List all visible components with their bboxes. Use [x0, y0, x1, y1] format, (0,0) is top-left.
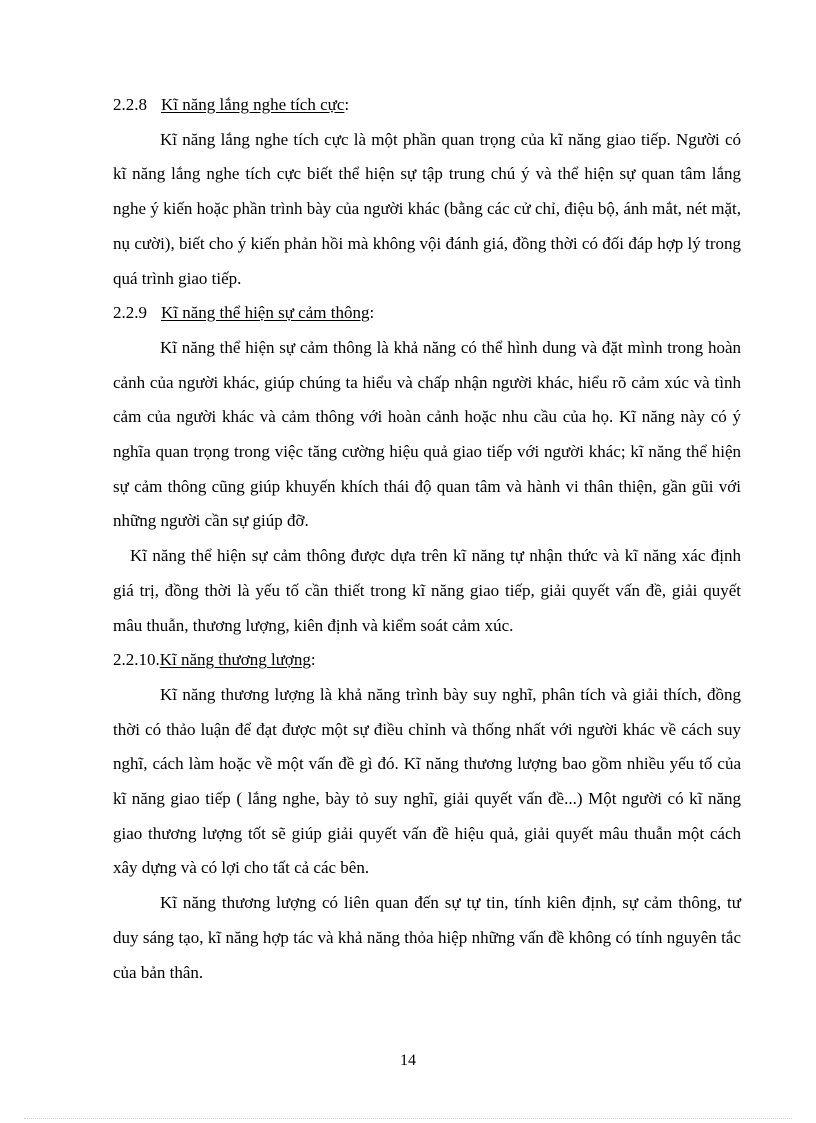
section-title-suffix: : — [369, 303, 375, 323]
section-title: Kĩ năng thể hiện sự cảm thông — [161, 303, 370, 323]
page-number: 14 — [400, 1052, 416, 1069]
paragraph-negotiation: Kĩ năng thương lượng là khả năng trình bày suy nghĩ, phân tích và giải thích, đồng thời có thảo luận để đạt được một sự điều chỉnh và thống nhất với người khác về cách suy nghĩ, cách làm hoặc về một vấn đề gì đó. Kĩ năng thương lượng bao gồm nhiều yếu tố của kĩ năng giao tiếp ( lắng nghe, bày tỏ suy nghĩ, giải quyết vấn đề...) Một người có kĩ năng giao thương lượng tốt sẽ giúp giải quyết vấn đề hiệu quả, giải quyết mâu thuẫn một cách xây dựng và có lợi cho tất cả các bên. — [113, 684, 741, 878]
section-number: 2.2.9 — [113, 303, 147, 323]
section-heading-2-2-8 — [113, 88, 741, 123]
paragraph-active-listening: Kĩ năng lắng nghe tích cực là một phần quan trọng của kĩ năng giao tiếp. Người có kĩ năng lắng nghe tích cực biết thể hiện sự tập trung chú ý và thể hiện sự quan tâm lắng nghe ý kiến hoặc phần trình bày của người khác (bằng các cử chỉ, điệu bộ, ánh mắt, nét mặt, nụ cười), biết cho ý kiến phản hồi mà không vội đánh giá, đồng thời có đối đáp hợp lý trong quá trình giao tiếp. — [113, 129, 741, 288]
paragraph-empathy: Kĩ năng thể hiện sự cảm thông là khả năng có thể hình dung và đặt mình trong hoàn cảnh của người khác, giúp chúng ta hiểu và chấp nhận người khác, hiểu rõ cảm xúc và tình cảm của người khác và cảm thông với hoàn cảnh hoặc nhu cầu của họ. Kĩ năng này có ý nghĩa quan trọng trong việc tăng cường hiệu quả giao tiếp với người khác; kĩ năng thể hiện sự cảm thông cũng giúp khuyến khích thái độ quan tâm và hành vi thân thiện, gần gũi với những người cần sự giúp đỡ. — [113, 337, 741, 531]
section-title-suffix: : — [310, 650, 316, 670]
page-bottom-divider — [24, 1118, 792, 1119]
page-content — [113, 88, 741, 990]
paragraph-empathy-basis: Kĩ năng thể hiện sự cảm thông được dựa trên kĩ năng tự nhận thức và kĩ năng xác định giá trị, đồng thời là yếu tố cần thiết trong kĩ năng giao tiếp, giải quyết vấn đề, giải quyết mâu thuẫn, thương lượng, kiên định và kiểm soát cảm xúc. — [113, 546, 741, 635]
section-heading-2-2-9 — [113, 296, 741, 331]
section-title: Kĩ năng thương lượng — [159, 650, 311, 670]
paragraph-negotiation-related: Kĩ năng thương lượng có liên quan đến sự tự tin, tính kiên định, sự cảm thông, tư duy sáng tạo, kĩ năng hợp tác và khả năng thỏa hiệp những vấn đề không có tính nguyên tắc của bản thân. — [113, 893, 741, 982]
section-number: 2.2.8 — [113, 95, 147, 114]
section-heading-2-2-10 — [113, 643, 741, 678]
section-number: 2.2.10. — [113, 650, 160, 670]
section-title: Kĩ năng lắng nghe tích cực — [161, 95, 345, 114]
section-title-suffix: : — [344, 95, 350, 114]
